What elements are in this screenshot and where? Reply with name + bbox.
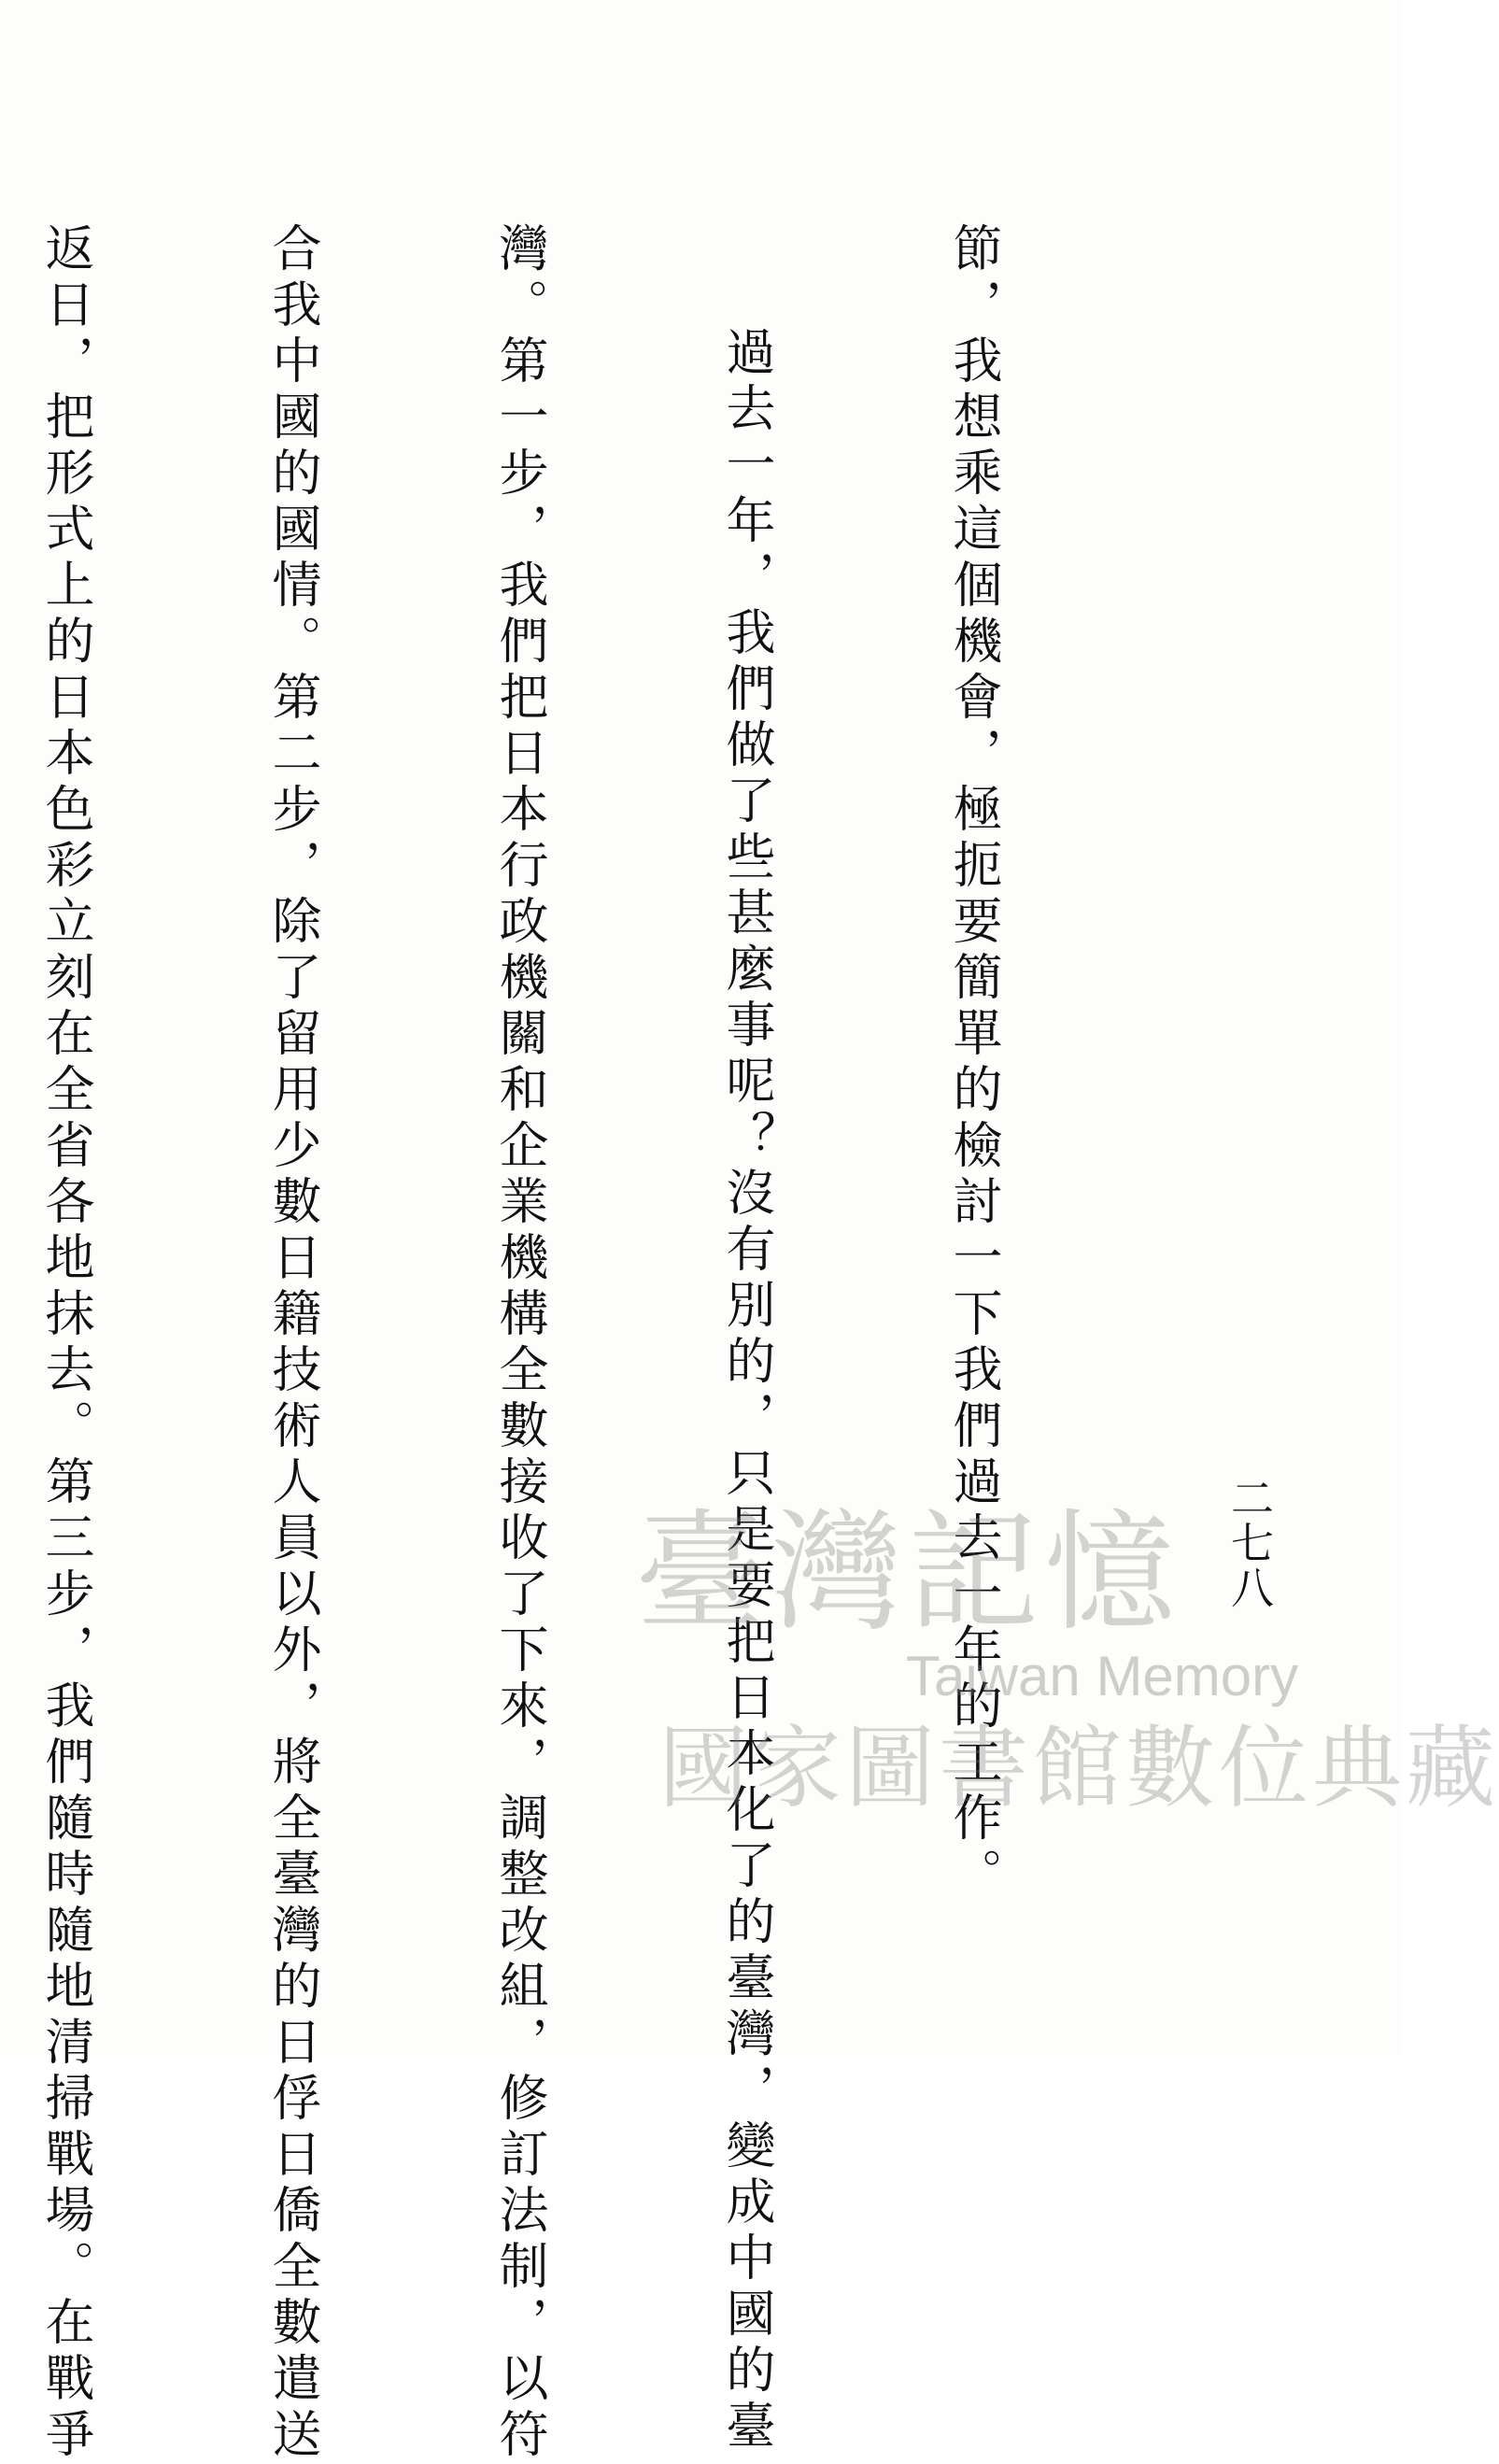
text-column: 返日，把形式上的日本色彩立刻在全省各地抹去。第三步，我們隨時隨地清掃戰場。在戰爭 — [37, 222, 94, 2464]
text-column: 合我中國的國情。第二步，除了留用少數日籍技術人員以外，將全臺灣的日俘日僑全數遣送 — [264, 222, 321, 2464]
watermark-subtitle: 國家圖書館數位典藏 — [658, 1716, 1499, 1820]
watermark-title: 臺灣記憶 — [635, 1497, 1181, 1650]
watermark-english: Taiwan Memory — [906, 1645, 1299, 1707]
text-column: 灣。第一步，我們把日本行政機關和企業機構全數接收了下來，調整改組，修訂法制，以符 — [491, 222, 548, 2464]
text-column: 過去一年，我們做了些甚麼事呢？沒有別的，只是要把日本化了的臺灣，變成中國的臺 — [718, 326, 775, 2457]
text-column: 節，我想乘這個機會，極扼要簡單的檢討一下我們過去一年的工作。 — [945, 222, 1002, 1904]
body-text — [0, 222, 1163, 2464]
page-number: 二七八 — [1224, 1476, 1275, 1610]
